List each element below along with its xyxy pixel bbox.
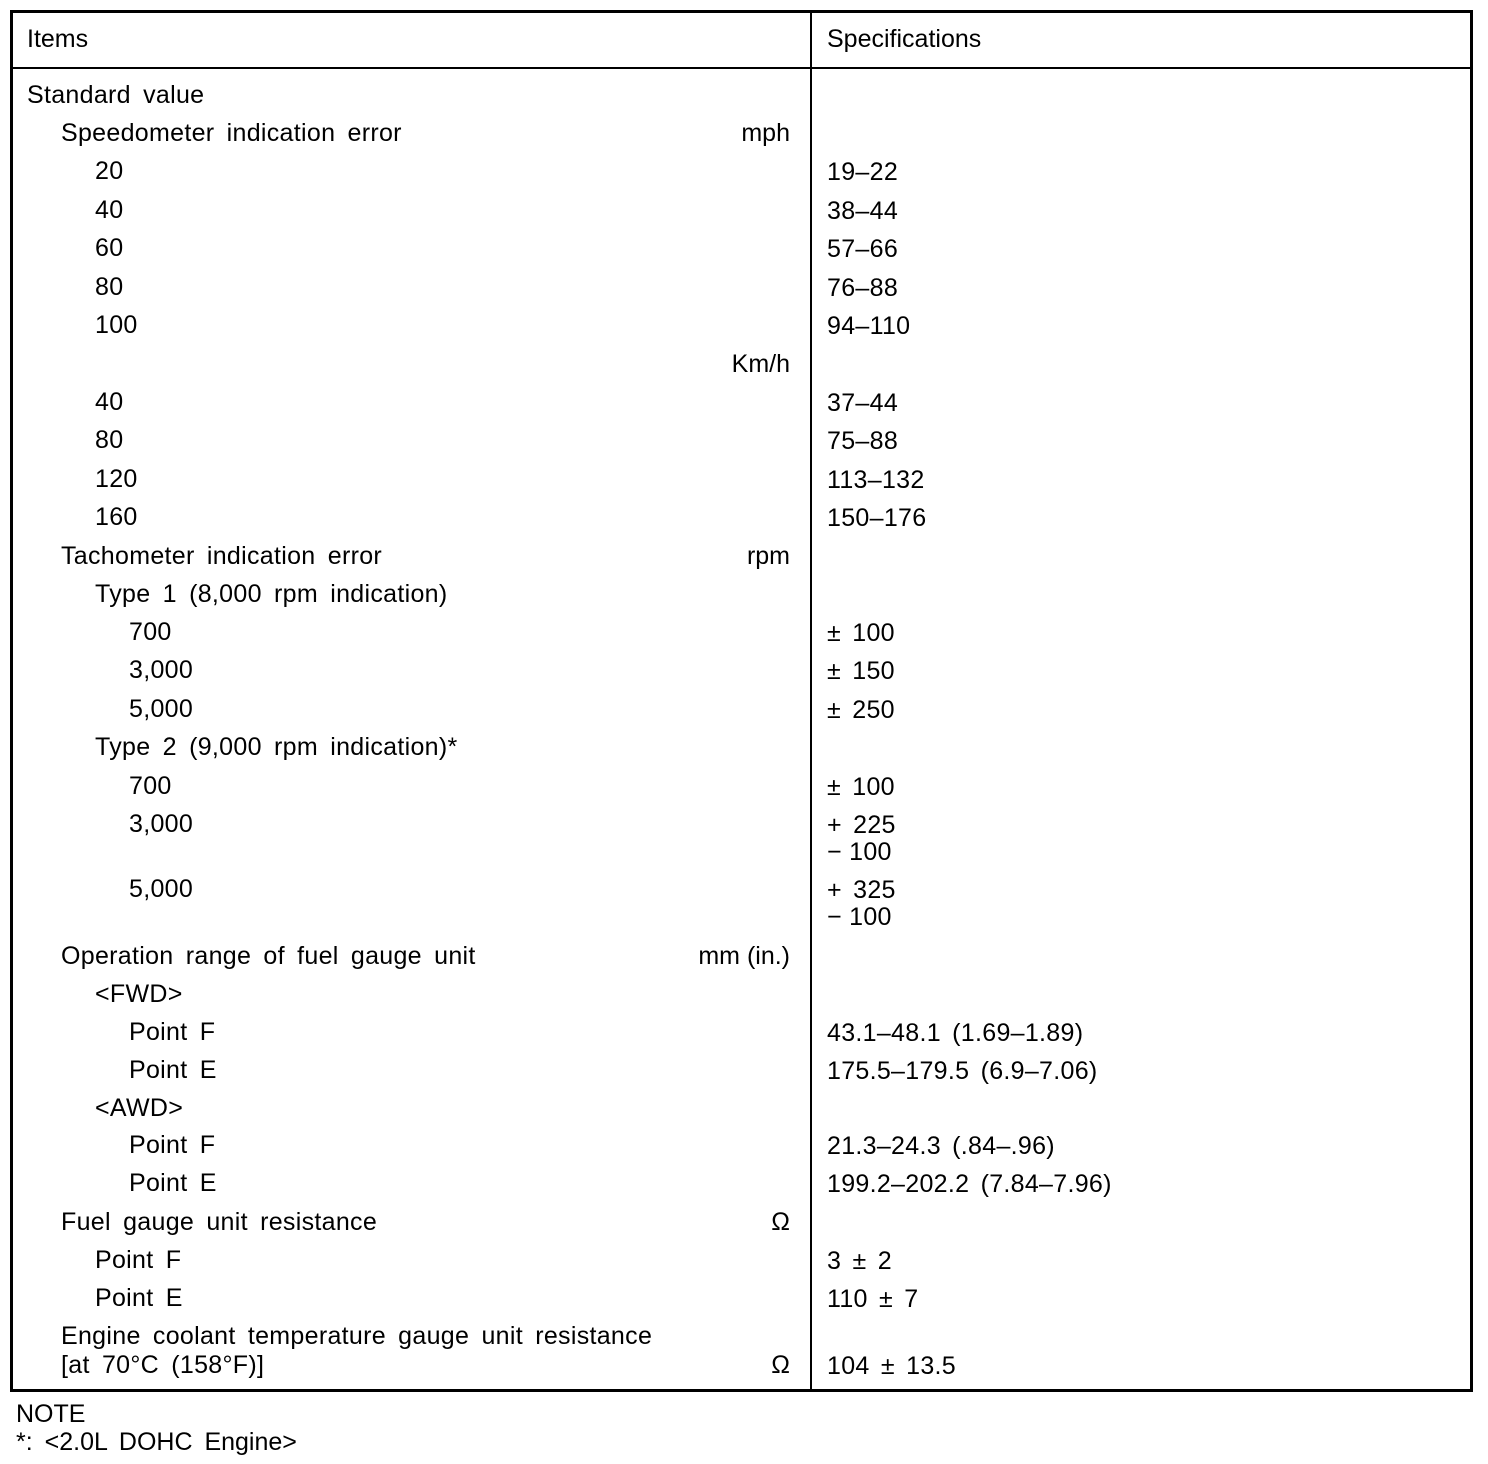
row-spec: ± 150: [827, 657, 895, 685]
row-label: <AWD>: [95, 1094, 184, 1122]
table-row: [13, 116, 1470, 152]
table-row: [13, 577, 1470, 613]
table-row: [13, 231, 1470, 267]
row-spec: 76–88: [827, 274, 899, 302]
row-label: 5,000: [129, 875, 194, 903]
row-label: <FWD>: [95, 980, 183, 1008]
table-row: [13, 347, 1470, 383]
table-row: [13, 1015, 1470, 1051]
table-row: [13, 1128, 1470, 1164]
table-row: [13, 872, 1470, 931]
row-label: Point E: [95, 1284, 183, 1312]
row-spec: 110 ± 7: [827, 1285, 919, 1313]
row-label: Point F: [129, 1131, 216, 1159]
row-spec: + 225: [827, 811, 896, 839]
row-spec: 104 ± 13.5: [827, 1352, 956, 1380]
row-label: 700: [129, 618, 172, 646]
row-unit: Ω: [771, 1208, 790, 1236]
row-unit: mm (in.): [698, 942, 790, 970]
table-row: [13, 653, 1470, 689]
table-row: [13, 1205, 1470, 1241]
row-label: Fuel gauge unit resistance: [61, 1208, 378, 1236]
row-spec: 113–132: [827, 466, 925, 494]
note-text: *: <2.0L DOHC Engine>: [16, 1428, 297, 1456]
table-row: [13, 1053, 1470, 1089]
table-row: [13, 1243, 1470, 1279]
table-row: [13, 1091, 1470, 1127]
row-label: 700: [129, 772, 172, 800]
table-row: [13, 78, 1470, 114]
row-spec: 199.2–202.2 (7.84–7.96): [827, 1170, 1112, 1198]
table-row: [13, 1166, 1470, 1202]
row-spec: 37–44: [827, 389, 899, 417]
row-label: Type 2 (9,000 rpm indication)*: [95, 733, 458, 761]
table-row: [13, 692, 1470, 728]
table-row: [13, 730, 1470, 766]
row-label: Tachometer indication error: [61, 542, 383, 570]
row-spec-lower: − 100: [827, 838, 892, 866]
table-row: [13, 939, 1470, 975]
table-row: [13, 977, 1470, 1013]
header-items: Items: [27, 25, 89, 53]
spec-table: [10, 10, 1473, 1392]
row-label: 3,000: [129, 656, 194, 684]
table-row: [13, 308, 1470, 344]
row-spec: 38–44: [827, 197, 899, 225]
header-specifications: Specifications: [827, 25, 982, 53]
row-spec: + 325: [827, 876, 896, 904]
row-spec: 94–110: [827, 312, 911, 340]
row-label: Point F: [95, 1246, 182, 1274]
row-spec: ± 100: [827, 773, 895, 801]
table-row: [13, 1281, 1470, 1317]
row-label: Point E: [129, 1056, 217, 1084]
row-label: 100: [95, 311, 138, 339]
row-spec: ± 250: [827, 696, 895, 724]
row-label: Point F: [129, 1018, 216, 1046]
row-label: 80: [95, 273, 124, 301]
row-label: Operation range of fuel gauge unit: [61, 942, 476, 970]
table-row: [13, 423, 1470, 459]
row-label: Type 1 (8,000 rpm indication): [95, 580, 448, 608]
table-row: [13, 154, 1470, 190]
row-label: [at 70°C (158°F)]: [61, 1351, 265, 1379]
table-row: [13, 462, 1470, 498]
row-label: 3,000: [129, 810, 194, 838]
table-row: [13, 1348, 1470, 1384]
table-row: [13, 385, 1470, 421]
row-label: 40: [95, 196, 124, 224]
row-unit: Ω: [771, 1351, 790, 1379]
row-unit: Km/h: [731, 350, 790, 378]
table-row: [13, 500, 1470, 536]
row-spec: 175.5–179.5 (6.9–7.06): [827, 1057, 1098, 1085]
row-label: 20: [95, 157, 124, 185]
row-spec: 21.3–24.3 (.84–.96): [827, 1132, 1055, 1160]
row-label: 5,000: [129, 695, 194, 723]
row-spec: 19–22: [827, 158, 899, 186]
note-title: NOTE: [16, 1400, 86, 1428]
row-spec: 3 ± 2: [827, 1247, 892, 1275]
table-row: [13, 539, 1470, 575]
row-spec: 57–66: [827, 235, 899, 263]
row-label: Engine coolant temperature gauge unit resistance: [61, 1322, 653, 1350]
row-label: 80: [95, 426, 124, 454]
table-row: [13, 769, 1470, 805]
row-spec-lower: − 100: [827, 903, 892, 931]
row-unit: mph: [741, 119, 790, 147]
row-unit: rpm: [746, 542, 790, 570]
row-label: Point E: [129, 1169, 217, 1197]
row-label: 40: [95, 388, 124, 416]
row-spec: 150–176: [827, 504, 927, 532]
row-spec: 43.1–48.1 (1.69–1.89): [827, 1019, 1084, 1047]
row-label: Speedometer indication error: [61, 119, 402, 147]
table-row: [13, 807, 1470, 866]
row-label: 60: [95, 234, 124, 262]
row-spec: ± 100: [827, 619, 895, 647]
table-row: [13, 270, 1470, 306]
row-label: 160: [95, 503, 138, 531]
row-spec: 75–88: [827, 427, 899, 455]
table-row: [13, 615, 1470, 651]
table-row: [13, 193, 1470, 229]
row-label: Standard value: [27, 81, 205, 109]
note-area: [16, 1400, 297, 1456]
header-rule: [13, 67, 1470, 69]
row-label: 120: [95, 465, 138, 493]
